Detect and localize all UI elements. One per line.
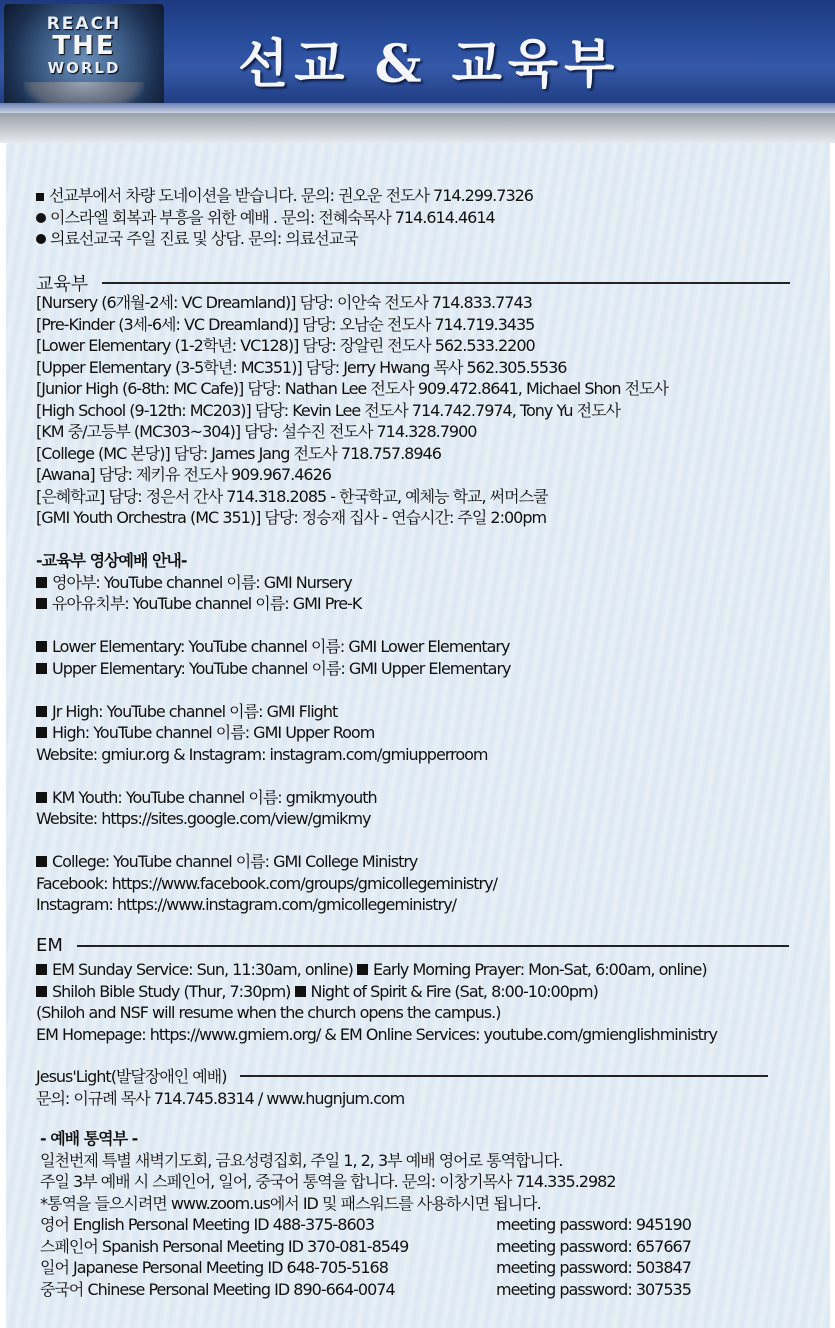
page-title: 선교 & 교육부: [238, 34, 621, 95]
video-section: [36, 550, 511, 916]
square-bullet-icon: [36, 727, 47, 738]
spacer: [36, 679, 511, 701]
em-heading: EM: [36, 935, 789, 956]
video-item-text: 유아유치부: YouTube channel 이름: GMI Pre-K: [52, 594, 362, 613]
mission-item: 선교부에서 차량 도네이션을 받습니다. 문의: 권오운 전도사 714.299.7326: [36, 185, 533, 207]
education-item: [은혜학교] 담당: 정은서 간사 714.318.2085 - 한국학교, 예체능 학교, 써머스쿨: [36, 486, 548, 506]
video-item-text: Website: https://sites.google.com/view/gmikmy: [36, 809, 371, 828]
video-item-text: 영아부: YouTube channel 이름: GMI Nursery: [52, 572, 352, 592]
video-item-text: Lower Elementary: YouTube channel 이름: GMI Lower Elementary: [52, 637, 510, 656]
meeting-row: 중국어 Chinese Personal Meeting ID 890-664-0074 meeting password: 307535: [40, 1279, 691, 1299]
education-item: [Nursery (6개월-2세: VC Dreamland)] 담당: 이안숙 전도사 714.833.7743: [36, 293, 532, 312]
video-heading: -교육부 영상예배 안내-: [36, 551, 187, 570]
header-shadow: [0, 113, 835, 143]
mission-item: 의료선교국 주일 진료 및 상담. 문의: 의료선교국: [36, 228, 533, 250]
interpretation-line: 주일 3부 예배 시 스페인어, 일어, 중국어 통역을 합니다. 문의: 이창기목사 714.335.2982: [40, 1172, 616, 1191]
em-sunday-service: EM Sunday Service: Sun, 11:30am, online): [52, 960, 353, 979]
em-homepage: EM Homepage: https://www.gmiem.org/ & EM Online Services: youtube.com/gmienglishministry: [36, 1024, 717, 1044]
logo-line-1: REACH: [46, 14, 122, 34]
video-item: [36, 873, 511, 895]
logo-line-2: THE: [52, 31, 116, 61]
education-item: [KM 중/고등부 (MC303~304)] 담당: 설수진 전도사 714.328.7900: [36, 422, 477, 441]
video-item: [36, 701, 511, 723]
interpretation-heading: - 예배 통역부 -: [40, 1129, 138, 1148]
square-bullet-icon: [36, 856, 47, 867]
video-item: [36, 851, 511, 873]
education-item: [High School (9-12th: MC203)] 담당: Kevin Lee 전도사 714.742.7974, Tony Yu 전도사: [36, 400, 620, 420]
meeting-row: 스페인어 Spanish Personal Meeting ID 370-081-8549 meeting password: 657667: [40, 1236, 691, 1256]
education-item: [Lower Elementary (1-2학년: VC128)] 담당: 장알린 전도사 562.533.2200: [36, 336, 535, 355]
square-bullet-icon: [36, 663, 47, 674]
education-heading: 교육부: [36, 270, 790, 296]
video-item-text: KM Youth: YouTube channel 이름: gmikmyouth: [52, 787, 377, 807]
video-item-text: College: YouTube channel 이름: GMI College Ministry: [52, 852, 418, 871]
video-item-text: Jr High: YouTube channel 이름: GMI Flight: [52, 701, 338, 721]
em-section: [36, 959, 717, 1045]
interpretation-line: 일천번제 특별 새벽기도회, 금요성령집회, 주일 1, 2, 3부 예배 영어로 통역합니다.: [40, 1150, 563, 1170]
interpretation-section: [40, 1128, 691, 1300]
video-item-text: Upper Elementary: YouTube channel 이름: GMI Upper Elementary: [52, 658, 511, 678]
meeting-row: 영어 English Personal Meeting ID 488-375-8603 meeting password: 945190: [40, 1215, 691, 1234]
education-item: [Upper Elementary (3-5학년: MC351)] 담당: Jerry Hwang 목사 562.305.5536: [36, 357, 567, 377]
mission-section: [36, 185, 533, 250]
video-item: [36, 894, 511, 916]
square-bullet-icon: [36, 598, 47, 609]
mission-item: 이스라엘 회복과 부흥을 위한 예배 . 문의: 전혜숙목사 714.614.4614: [36, 207, 533, 229]
em-shiloh-bible-study: Shiloh Bible Study (Thur, 7:30pm): [52, 981, 291, 1001]
video-item-text: Facebook: https://www.facebook.com/groups/gmicollegeministry/: [36, 873, 497, 893]
education-item: [Pre-Kinder (3세-6세: VC Dreamland)] 담당: 오남순 전도사 714.719.3435: [36, 314, 535, 334]
reach-the-world-logo: [4, 4, 164, 108]
meeting-row: 일어 Japanese Personal Meeting ID 648-705-5168 meeting password: 503847: [40, 1258, 691, 1277]
square-bullet-icon: [36, 706, 47, 717]
education-item: [College (MC 본당)] 담당: James Jang 전도사 718.757.8946: [36, 443, 441, 463]
em-early-morning-prayer: Early Morning Prayer: Mon-Sat, 6:00am, online): [372, 960, 707, 979]
video-item-text: High: YouTube channel 이름: GMI Upper Room: [52, 723, 375, 742]
interpretation-line: *통역을 들으시려면 www.zoom.us에서 ID 및 패스워드를 사용하시면 됩니다.: [40, 1193, 541, 1213]
jesuslight-contact: 문의: 이규례 목사 714.745.8314 / www.hugnjum.com: [36, 1089, 405, 1108]
video-item: [36, 808, 511, 830]
education-item: [Awana] 담당: 제키유 전도사 909.967.4626: [36, 465, 331, 484]
video-item: [36, 572, 511, 594]
video-item: [36, 744, 511, 766]
education-item: [Junior High (6-8th: MC Cafe)] 담당: Nathan Lee 전도사 909.472.8641, Michael Shon 전도사: [36, 379, 669, 398]
education-item: [GMI Youth Orchestra (MC 351)] 담당: 정승재 집사 - 연습시간: 주일 2:00pm: [36, 508, 547, 527]
hands-globe-icon: [24, 82, 144, 108]
video-item: [36, 636, 511, 658]
video-item: [36, 722, 511, 744]
square-bullet-icon: [36, 577, 47, 588]
em-night-of-spirit: Night of Spirit & Fire (Sat, 8:00-10:00pm): [310, 981, 598, 1001]
video-item: [36, 787, 511, 809]
education-list: [36, 292, 668, 529]
jesuslight-heading: Jesus'Light(발달장애인 예배): [36, 1064, 768, 1087]
square-bullet-icon: [36, 641, 47, 652]
spacer: [36, 830, 511, 852]
em-note: (Shiloh and NSF will resume when the church opens the campus.): [36, 1003, 501, 1022]
square-bullet-icon: [36, 792, 47, 803]
video-item: [36, 658, 511, 680]
logo-line-3: WORLD: [47, 59, 121, 77]
page-header: [0, 0, 835, 113]
video-item-text: Instagram: https://www.instagram.com/gmicollegeministry/: [36, 895, 457, 914]
spacer: [36, 765, 511, 787]
spacer: [36, 615, 511, 637]
video-item: [36, 593, 511, 615]
video-item-text: Website: gmiur.org & Instagram: instagram.com/gmiupperroom: [36, 744, 488, 764]
